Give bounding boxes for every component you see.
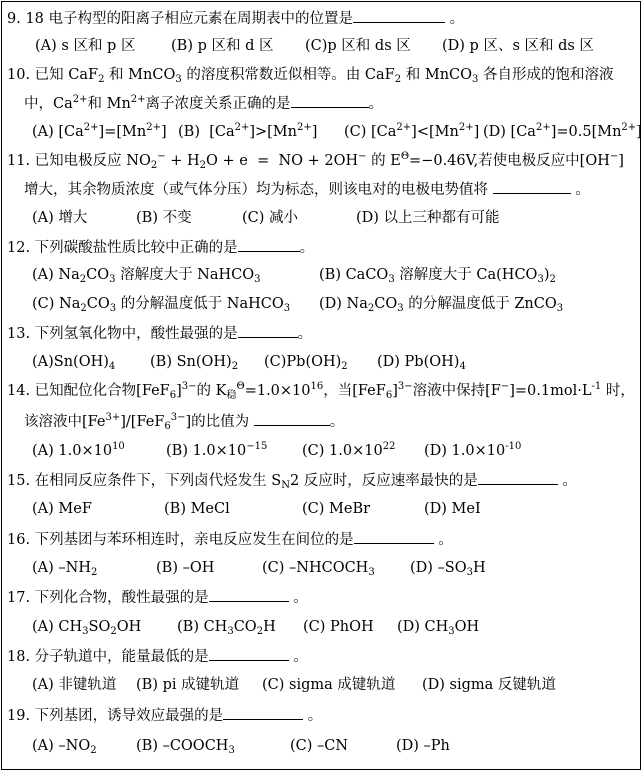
question-15-stem: 15. 在相同反应条件下，下列卤代烃发生 $S_N2$ 反应时，反应速率最快的是 。 — [7, 470, 577, 490]
option-d: (D) $Pb(OH)_4$ — [377, 354, 466, 372]
answer-blank[interactable] — [493, 179, 571, 194]
option-c: (C) $1.0\times 10^{22}$ — [302, 441, 396, 459]
question-13-stem: 13. 下列氢氧化物中，酸性最强的是 。 — [7, 323, 312, 343]
question-17-stem: 17. 下列化合物，酸性最强的是 。 — [7, 587, 308, 607]
option-d: (D) $[Ca^{2+}]=0.5[Mn^{2+}]$ — [483, 122, 642, 140]
option-a: (A) $CH_3SO_2OH$ — [32, 619, 142, 637]
option-d: (D) $1.0\times 10^{-10}$ — [424, 441, 522, 459]
option-a: $(A)Sn(OH)_4$ — [32, 354, 116, 372]
answer-blank[interactable] — [238, 323, 298, 338]
question-11-stem: 11. 已知电极反应 $NO_2^- + H_2O + e$ = NO + 2OH− 的 $E^\Theta=-0.46V$,若使电极反应中[OH−] — [7, 151, 624, 171]
question-14-stem: 14. 已知配位化合物$[FeF_6]^{3-}$的 $K_稳^\Theta=1.0\times 10^{16}$，当$[FeF_6]^{3-}$溶液中保持$[F^-]=0.1mol\cdot L^{-1}$ 时， — [7, 381, 635, 401]
option-b: (B) $1.0\times 10^{-15}$ — [166, 441, 268, 459]
option-d: (D) sigma 反键轨道 — [422, 677, 556, 693]
answer-blank[interactable] — [209, 646, 289, 661]
option-a: (A) MeF — [32, 501, 92, 517]
option-d: (D) MeI — [424, 501, 481, 517]
question-19-stem: 19. 下列基团，诱导效应最强的是 。 — [7, 705, 322, 725]
option-b: (B) pi 成键轨道 — [136, 677, 240, 693]
option-c: (C) –CN — [290, 738, 349, 754]
option-b: (B) p 区和 d 区 — [171, 38, 274, 54]
option-d: (D) $CH_3OH$ — [397, 619, 480, 637]
question-14-stem-continued: 该溶液中$[Fe^{3+}]/[FeF_6^{3-}]$的比值为 。 — [24, 412, 345, 432]
answer-blank[interactable] — [354, 529, 434, 544]
question-9-stem: 9. 18 电子构型的阳离子相应元素在周期表中的位置是 。 — [7, 8, 464, 28]
answer-blank[interactable] — [223, 705, 303, 720]
option-d: (D) 以上三种都有可能 — [356, 210, 500, 226]
question-11-options — [32, 208, 500, 228]
option-c: (C) $Na_2CO_3$ 的分解温度低于 NaHCO$_3$ — [32, 296, 291, 314]
question-14-options — [32, 441, 521, 461]
option-c: (C) $[Ca^{2+}]<[Mn^{2+}]$ — [344, 122, 480, 140]
option-d: (D) p 区、s 区和 ds 区 — [442, 38, 594, 54]
option-c: $(C)Pb(OH)_2$ — [264, 354, 348, 372]
question-12-options-row-1 — [32, 265, 556, 285]
question-10-stem: 10. 已知 CaF$_2$ 和 MnCO$_3$ 的溶度积常数近似相等。由 CaF$_2$ 和 MnCO$_3$ 各自形成的饱和溶液 — [7, 67, 614, 85]
option-a: (A) $Na_2CO_3$ 溶解度大于 NaHCO$_3$ — [32, 267, 261, 285]
option-b: (B) MeCl — [164, 501, 230, 517]
question-18-stem: 18. 分子轨道中，能量最低的是 。 — [7, 646, 308, 666]
answer-blank[interactable] — [209, 587, 289, 602]
option-c: (C)p 区和 ds 区 — [305, 38, 411, 54]
answer-blank[interactable] — [238, 237, 300, 252]
option-c: (C) $-NHCOCH_3$ — [262, 560, 375, 578]
answer-blank[interactable] — [291, 93, 369, 108]
option-c: (C) 减小 — [242, 210, 299, 226]
option-a: (A) s 区和 p 区 — [35, 38, 136, 54]
option-d: (D) $-SO_3H$ — [410, 560, 486, 578]
question-18-options — [32, 675, 556, 695]
answer-blank[interactable] — [353, 8, 445, 23]
answer-blank[interactable] — [254, 411, 330, 426]
question-10-options — [32, 122, 642, 142]
answer-blank[interactable] — [478, 470, 558, 485]
option-b: (B) $CH_3CO_2H$ — [177, 619, 276, 637]
option-b: (B) $[Ca^{2+}]>[Mn^{2+}]$ — [178, 122, 318, 140]
option-d: (D) –Ph — [396, 738, 450, 754]
option-c: (C) PhOH — [303, 619, 374, 635]
option-a: (A) 增大 — [32, 210, 88, 226]
option-c: (C) MeBr — [302, 501, 371, 517]
option-b: (B) –OH — [156, 560, 215, 576]
exam-page — [1, 1, 641, 770]
question-12-options-row-2 — [32, 294, 563, 314]
question-15-options — [32, 499, 481, 519]
question-19-options — [32, 736, 450, 756]
option-d: (D) $Na_2CO_3$ 的分解温度低于 ZnCO$_3$ — [319, 296, 564, 314]
option-a: (A) 非键轨道 — [32, 677, 117, 693]
question-16-options — [32, 558, 486, 578]
option-c: (C) sigma 成键轨道 — [262, 677, 396, 693]
option-b: (B) 不变 — [136, 210, 192, 226]
question-13-options — [32, 352, 466, 372]
question-17-options — [32, 617, 479, 637]
option-a: (A) $-NO_2$ — [32, 738, 97, 756]
question-10-stem-continued: 中，$Ca^{2+}$和 $Mn^{2+}$离子浓度关系正确的是 。 — [24, 94, 384, 112]
question-11-stem-continued: 增大，其余物质浓度（或气体分压）均为标态，则该电对的电极电势值将 。 — [24, 179, 590, 199]
option-b: (B) $-COOCH_3$ — [136, 738, 235, 756]
option-a: (A) $[Ca^{2+}]=[Mn^{2+}]$ — [32, 122, 167, 140]
option-a: (A) $1.0\times 10^{10}$ — [32, 441, 125, 459]
question-16-stem: 16. 下列基团与苯环相连时，亲电反应发生在间位的是 。 — [7, 529, 453, 549]
option-b: (B) CaCO$_3$ 溶解度大于 $Ca(HCO_3)_2$ — [319, 267, 556, 285]
option-b: (B) $Sn(OH)_2$ — [150, 354, 239, 372]
question-12-stem: 12. 下列碳酸盐性质比较中正确的是 。 — [7, 237, 314, 257]
question-9-options — [35, 36, 594, 56]
option-a: (A) $-NH_2$ — [32, 560, 98, 578]
